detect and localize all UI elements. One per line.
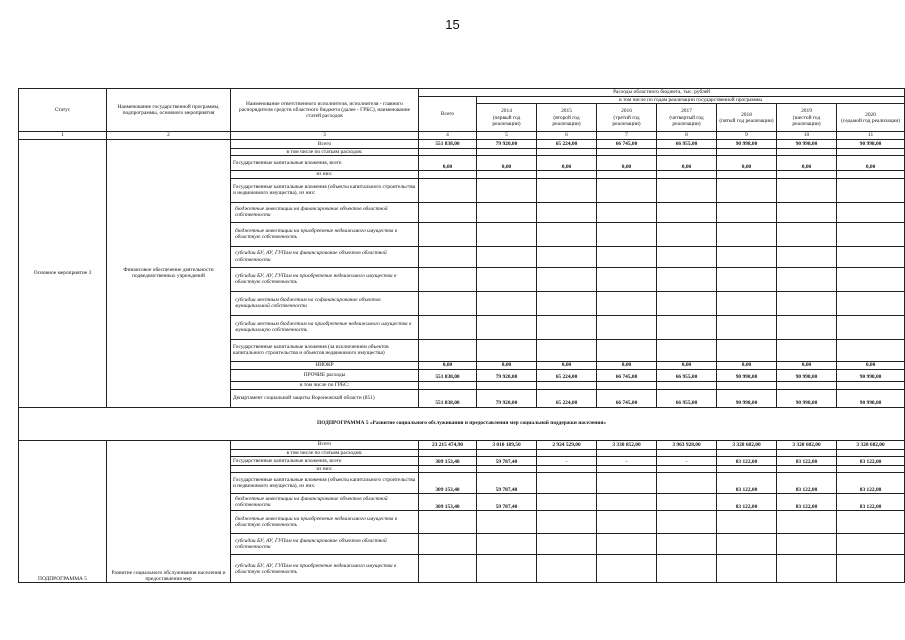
- value-cell: [419, 171, 477, 178]
- value-cell: [597, 494, 657, 511]
- value-cell: [717, 148, 777, 155]
- value-cell: [477, 339, 537, 361]
- value-cell: 66 955,00: [657, 389, 717, 407]
- value-cell: [657, 555, 717, 583]
- value-cell: [717, 466, 777, 473]
- value-cell: [597, 466, 657, 473]
- value-cell: [837, 315, 905, 339]
- row-label: в том числе по статьям расходов:: [231, 449, 419, 456]
- row-label: субсидии местным бюджетам на софинансирование объектов муниципальной собственности: [231, 291, 419, 315]
- value-cell: [597, 381, 657, 389]
- value-cell: [537, 202, 597, 222]
- header-total: Всего: [419, 97, 477, 132]
- value-cell: 0,00: [477, 361, 537, 369]
- value-cell: 79 920,00: [477, 369, 537, 381]
- value-cell: [837, 291, 905, 315]
- value-cell: [419, 449, 477, 456]
- value-cell: [657, 494, 717, 511]
- year-label: 2017: [681, 108, 692, 115]
- value-cell: 3 328 682,00: [837, 440, 905, 449]
- value-cell: 309 153,40: [419, 473, 477, 494]
- column-number: 9: [717, 132, 777, 139]
- value-cell: 0,00: [597, 156, 657, 171]
- value-cell: [597, 555, 657, 583]
- value-cell: [597, 178, 657, 202]
- value-cell: [657, 315, 717, 339]
- value-cell: 66 745,00: [597, 369, 657, 381]
- value-cell: [717, 555, 777, 583]
- value-cell: [419, 148, 477, 155]
- year-desc: (пятый год реализации): [719, 117, 774, 124]
- table-row: [19, 440, 905, 449]
- value-cell: [717, 291, 777, 315]
- value-cell: 79 920,00: [477, 389, 537, 407]
- value-cell: 83 122,00: [837, 457, 905, 466]
- value-cell: [597, 315, 657, 339]
- value-cell: [597, 246, 657, 267]
- header-year-2017: [657, 104, 717, 132]
- value-cell: [419, 339, 477, 361]
- value-cell: [597, 202, 657, 222]
- value-cell: [419, 267, 477, 291]
- value-cell: [837, 171, 905, 178]
- row-label: из них:: [231, 466, 419, 473]
- value-cell: [657, 339, 717, 361]
- year-label: 2016: [621, 108, 632, 115]
- value-cell: [537, 381, 597, 389]
- value-cell: 65 224,00: [537, 139, 597, 148]
- value-cell: 66 745,00: [597, 389, 657, 407]
- value-cell: [537, 494, 597, 511]
- value-cell: [477, 466, 537, 473]
- value-cell: [477, 246, 537, 267]
- header-year-2019: [777, 104, 837, 132]
- value-cell: [477, 148, 537, 155]
- value-cell: 65 224,00: [537, 369, 597, 381]
- value-cell: [837, 339, 905, 361]
- value-cell: 59 787,40: [477, 473, 537, 494]
- value-cell: [777, 222, 837, 246]
- value-cell: [777, 171, 837, 178]
- value-cell: 83 122,00: [777, 473, 837, 494]
- value-cell: [537, 473, 597, 494]
- row-label: бюджетные инвестиции на приобретение недвижимого имущества в областную собственность: [231, 222, 419, 246]
- value-cell: [657, 511, 717, 534]
- value-cell: [419, 534, 477, 555]
- column-number: 10: [777, 132, 837, 139]
- value-cell: 23 215 474,90: [419, 440, 477, 449]
- value-cell: 2 924 529,00: [537, 440, 597, 449]
- value-cell: 83 122,00: [717, 473, 777, 494]
- year-label: 2020: [865, 111, 876, 118]
- row-label: в том числе по статьям расходов:: [231, 148, 419, 155]
- value-cell: [777, 148, 837, 155]
- value-cell: 0,00: [657, 156, 717, 171]
- value-cell: [777, 534, 837, 555]
- value-cell: [717, 315, 777, 339]
- value-cell: [477, 555, 537, 583]
- year-desc: (шестой год реализации): [792, 114, 821, 128]
- value-cell: [477, 511, 537, 534]
- value-cell: [597, 267, 657, 291]
- value-cell: [597, 473, 657, 494]
- value-cell: [537, 555, 597, 583]
- value-cell: [537, 315, 597, 339]
- value-cell: 90 998,00: [837, 369, 905, 381]
- value-cell: [837, 246, 905, 267]
- value-cell: [419, 315, 477, 339]
- value-cell: [537, 511, 597, 534]
- value-cell: [537, 246, 597, 267]
- value-cell: [657, 246, 717, 267]
- year-label: 2014: [501, 108, 512, 115]
- value-cell: [777, 466, 837, 473]
- value-cell: 90 998,00: [837, 389, 905, 407]
- value-cell: [717, 222, 777, 246]
- table-row: [19, 139, 905, 148]
- value-cell: [477, 202, 537, 222]
- header-year-2020: [837, 104, 905, 132]
- section-row: [19, 407, 905, 440]
- value-cell: [537, 178, 597, 202]
- value-cell: [597, 534, 657, 555]
- value-cell: 83 122,00: [717, 494, 777, 511]
- row-label: субсидии местным бюджетам на приобретение недвижимого имущества в муниципальную собственность: [231, 315, 419, 339]
- row-label: бюджетные инвестиции на финансирование объектов областной собственности: [231, 202, 419, 222]
- value-cell: [477, 291, 537, 315]
- value-cell: [717, 511, 777, 534]
- value-cell: 90 998,00: [717, 139, 777, 148]
- header-by-years: в том числе по годам реализации государственной программы: [477, 97, 905, 104]
- value-cell: [537, 148, 597, 155]
- row-label: НИОКР: [231, 361, 419, 369]
- value-cell: 83 122,00: [717, 457, 777, 466]
- value-cell: 90 998,00: [717, 369, 777, 381]
- value-cell: 66 745,00: [597, 139, 657, 148]
- value-cell: 90 998,00: [777, 389, 837, 407]
- value-cell: 66 955,00: [657, 139, 717, 148]
- row-label: субсидии БУ, АУ, ГУПам на финансирование объектов областной собственности: [231, 246, 419, 267]
- header-year-2018: [717, 104, 777, 132]
- row-label: бюджетные инвестиции на приобретение недвижимого имущества в областную собственность: [231, 511, 419, 534]
- header-expenses-title: Расходы областного бюджета, тыс. рублей: [419, 89, 905, 97]
- header-name-executor: Наименование ответственного исполнителя, исполнителя - главного распорядителя средств областного бюджета (далее - ГРБС), наименование статей расходов: [231, 89, 419, 132]
- value-cell: [597, 339, 657, 361]
- value-cell: [419, 466, 477, 473]
- value-cell: 3 328 682,00: [717, 440, 777, 449]
- value-cell: 0,00: [777, 361, 837, 369]
- value-cell: [717, 449, 777, 456]
- column-number: 8: [657, 132, 717, 139]
- value-cell: [537, 339, 597, 361]
- value-cell: [419, 246, 477, 267]
- row-label: Департамент социальной защиты Воронежской области (851): [231, 389, 419, 407]
- value-cell: 0,00: [597, 361, 657, 369]
- value-cell: [837, 148, 905, 155]
- value-cell: [537, 466, 597, 473]
- value-cell: 79 920,00: [477, 139, 537, 148]
- year-desc: (третий год реализации): [612, 114, 641, 128]
- value-cell: [477, 171, 537, 178]
- column-number: 4: [419, 132, 477, 139]
- row-label: субсидии БУ, АУ, ГУПам на приобретение недвижимого имущества в областную собственность: [231, 267, 419, 291]
- value-cell: 551 838,00: [419, 389, 477, 407]
- header-status: Статус: [19, 89, 107, 132]
- value-cell: [419, 555, 477, 583]
- value-cell: 90 998,00: [777, 139, 837, 148]
- column-number: 5: [477, 132, 537, 139]
- row-label: субсидии БУ, АУ, ГУПам на приобретение недвижимого имущества в областную собственность: [231, 555, 419, 583]
- value-cell: 83 122,00: [837, 473, 905, 494]
- value-cell: 83 122,00: [777, 457, 837, 466]
- column-number: 1: [19, 132, 107, 139]
- value-cell: [657, 466, 717, 473]
- value-cell: [419, 291, 477, 315]
- column-number: 2: [107, 132, 231, 139]
- value-cell: -: [537, 457, 597, 466]
- header-year-2014: [477, 104, 537, 132]
- value-cell: 0,00: [419, 361, 477, 369]
- value-cell: [419, 178, 477, 202]
- value-cell: [717, 171, 777, 178]
- value-cell: [657, 473, 717, 494]
- value-cell: [837, 449, 905, 456]
- row-label: субсидии БУ, АУ, ГУПам на финансирование объектов областной собственности: [231, 534, 419, 555]
- value-cell: [477, 315, 537, 339]
- value-cell: [717, 246, 777, 267]
- value-cell: [657, 291, 717, 315]
- value-cell: [717, 339, 777, 361]
- year-desc: (первый год реализации): [492, 114, 521, 128]
- value-cell: [837, 511, 905, 534]
- year-desc: (седьмой год реализации): [841, 117, 901, 124]
- value-cell: -: [657, 457, 717, 466]
- value-cell: [777, 291, 837, 315]
- value-cell: [777, 202, 837, 222]
- value-cell: 66 955,00: [657, 369, 717, 381]
- value-cell: 0,00: [419, 156, 477, 171]
- value-cell: [657, 267, 717, 291]
- value-cell: [657, 178, 717, 202]
- value-cell: [597, 511, 657, 534]
- value-cell: 0,00: [837, 156, 905, 171]
- value-cell: [419, 381, 477, 389]
- value-cell: [777, 267, 837, 291]
- value-cell: [837, 534, 905, 555]
- value-cell: [837, 178, 905, 202]
- value-cell: [717, 381, 777, 389]
- row-label: бюджетные инвестиции на финансирование объектов областной собственности: [231, 494, 419, 511]
- value-cell: 59 787,40: [477, 457, 537, 466]
- value-cell: [777, 339, 837, 361]
- row-label: Всего: [231, 139, 419, 148]
- value-cell: [717, 534, 777, 555]
- value-cell: 0,00: [837, 361, 905, 369]
- value-cell: 0,00: [477, 156, 537, 171]
- value-cell: 551 838,00: [419, 139, 477, 148]
- row-label: Государственные капитальные вложения, всего: [231, 457, 419, 466]
- value-cell: 0,00: [537, 361, 597, 369]
- budget-table: [18, 88, 905, 583]
- value-cell: 65 224,00: [537, 389, 597, 407]
- row-label: в том числе по ГРБС:: [231, 381, 419, 389]
- value-cell: [597, 148, 657, 155]
- value-cell: [477, 534, 537, 555]
- value-cell: 3 010 189,50: [477, 440, 537, 449]
- value-cell: 3 963 928,00: [657, 440, 717, 449]
- value-cell: [597, 222, 657, 246]
- value-cell: 309 153,40: [419, 494, 477, 511]
- value-cell: 309 153,40: [419, 457, 477, 466]
- value-cell: 3 328 682,00: [777, 440, 837, 449]
- year-desc: (второй год реализации): [552, 114, 581, 128]
- value-cell: [537, 171, 597, 178]
- block1-name: Финансовое обеспечение деятельности подведомственных учреждений: [107, 139, 231, 407]
- value-cell: [777, 511, 837, 534]
- value-cell: [777, 555, 837, 583]
- value-cell: [837, 466, 905, 473]
- row-label: Всего: [231, 440, 419, 449]
- column-number: 11: [837, 132, 905, 139]
- value-cell: [477, 449, 537, 456]
- value-cell: [657, 148, 717, 155]
- value-cell: [657, 534, 717, 555]
- value-cell: [717, 178, 777, 202]
- value-cell: [657, 449, 717, 456]
- value-cell: [537, 534, 597, 555]
- value-cell: [537, 267, 597, 291]
- block2-name: Развитие социального обслуживания населения и предоставления мер: [107, 440, 231, 583]
- value-cell: [717, 202, 777, 222]
- value-cell: [777, 178, 837, 202]
- value-cell: [537, 222, 597, 246]
- value-cell: 0,00: [717, 156, 777, 171]
- value-cell: [777, 315, 837, 339]
- value-cell: 90 998,00: [777, 369, 837, 381]
- column-number: 6: [537, 132, 597, 139]
- page-number: 15: [445, 17, 460, 32]
- block2-status: ПОДПРОГРАММА 5: [19, 440, 107, 583]
- value-cell: [477, 222, 537, 246]
- column-number: 3: [231, 132, 419, 139]
- section-title: ПОДПРОГРАММА 5 «Развитие социального обслуживания и предоставления мер социальной поддержки населения»: [19, 407, 905, 440]
- value-cell: 3 330 852,00: [597, 440, 657, 449]
- column-number: 7: [597, 132, 657, 139]
- value-cell: 0,00: [537, 156, 597, 171]
- value-cell: -: [597, 457, 657, 466]
- value-cell: [717, 267, 777, 291]
- row-label: ПРОЧИЕ расходы: [231, 369, 419, 381]
- value-cell: [597, 171, 657, 178]
- value-cell: [419, 511, 477, 534]
- value-cell: [657, 381, 717, 389]
- row-label: Государственные капитальные вложения (за исключением объектов капитального строительства и объектов недвижимого имущества): [231, 339, 419, 361]
- value-cell: 0,00: [777, 156, 837, 171]
- value-cell: 59 787,40: [477, 494, 537, 511]
- value-cell: [657, 202, 717, 222]
- value-cell: [837, 381, 905, 389]
- block1-status: Основное мероприятие 3: [19, 139, 107, 407]
- value-cell: 0,00: [717, 361, 777, 369]
- value-cell: [477, 267, 537, 291]
- row-label: Государственные капитальные вложения (объекты капитального строительства и недвижимого имущества), из них:: [231, 178, 419, 202]
- value-cell: [419, 202, 477, 222]
- value-cell: 90 998,00: [717, 389, 777, 407]
- value-cell: [419, 222, 477, 246]
- value-cell: [537, 291, 597, 315]
- value-cell: [657, 222, 717, 246]
- value-cell: [477, 178, 537, 202]
- year-label: 2019: [801, 108, 812, 115]
- value-cell: [477, 381, 537, 389]
- value-cell: [777, 246, 837, 267]
- value-cell: 90 998,00: [837, 139, 905, 148]
- value-cell: [777, 449, 837, 456]
- value-cell: 551 838,00: [419, 369, 477, 381]
- year-desc: (четвертый год реализации): [669, 114, 704, 128]
- value-cell: [837, 267, 905, 291]
- value-cell: [537, 449, 597, 456]
- row-label: Государственные капитальные вложения, всего: [231, 156, 419, 171]
- value-cell: 83 122,00: [837, 494, 905, 511]
- row-label: Государственные капитальные вложения (объекты капитального строительства и недвижимого имущества), из них:: [231, 473, 419, 494]
- value-cell: [837, 202, 905, 222]
- row-label: из них:: [231, 171, 419, 178]
- value-cell: 83 122,00: [777, 494, 837, 511]
- header-year-2016: [597, 104, 657, 132]
- value-cell: 0,00: [657, 361, 717, 369]
- value-cell: [597, 291, 657, 315]
- value-cell: [657, 171, 717, 178]
- value-cell: [837, 555, 905, 583]
- value-cell: [837, 222, 905, 246]
- header-year-2015: [537, 104, 597, 132]
- header-name-program: Наименование государственной программы, подпрограммы, основного мероприятия: [107, 89, 231, 132]
- year-label: 2018: [741, 111, 752, 118]
- year-label: 2015: [561, 108, 572, 115]
- value-cell: [597, 449, 657, 456]
- value-cell: [777, 381, 837, 389]
